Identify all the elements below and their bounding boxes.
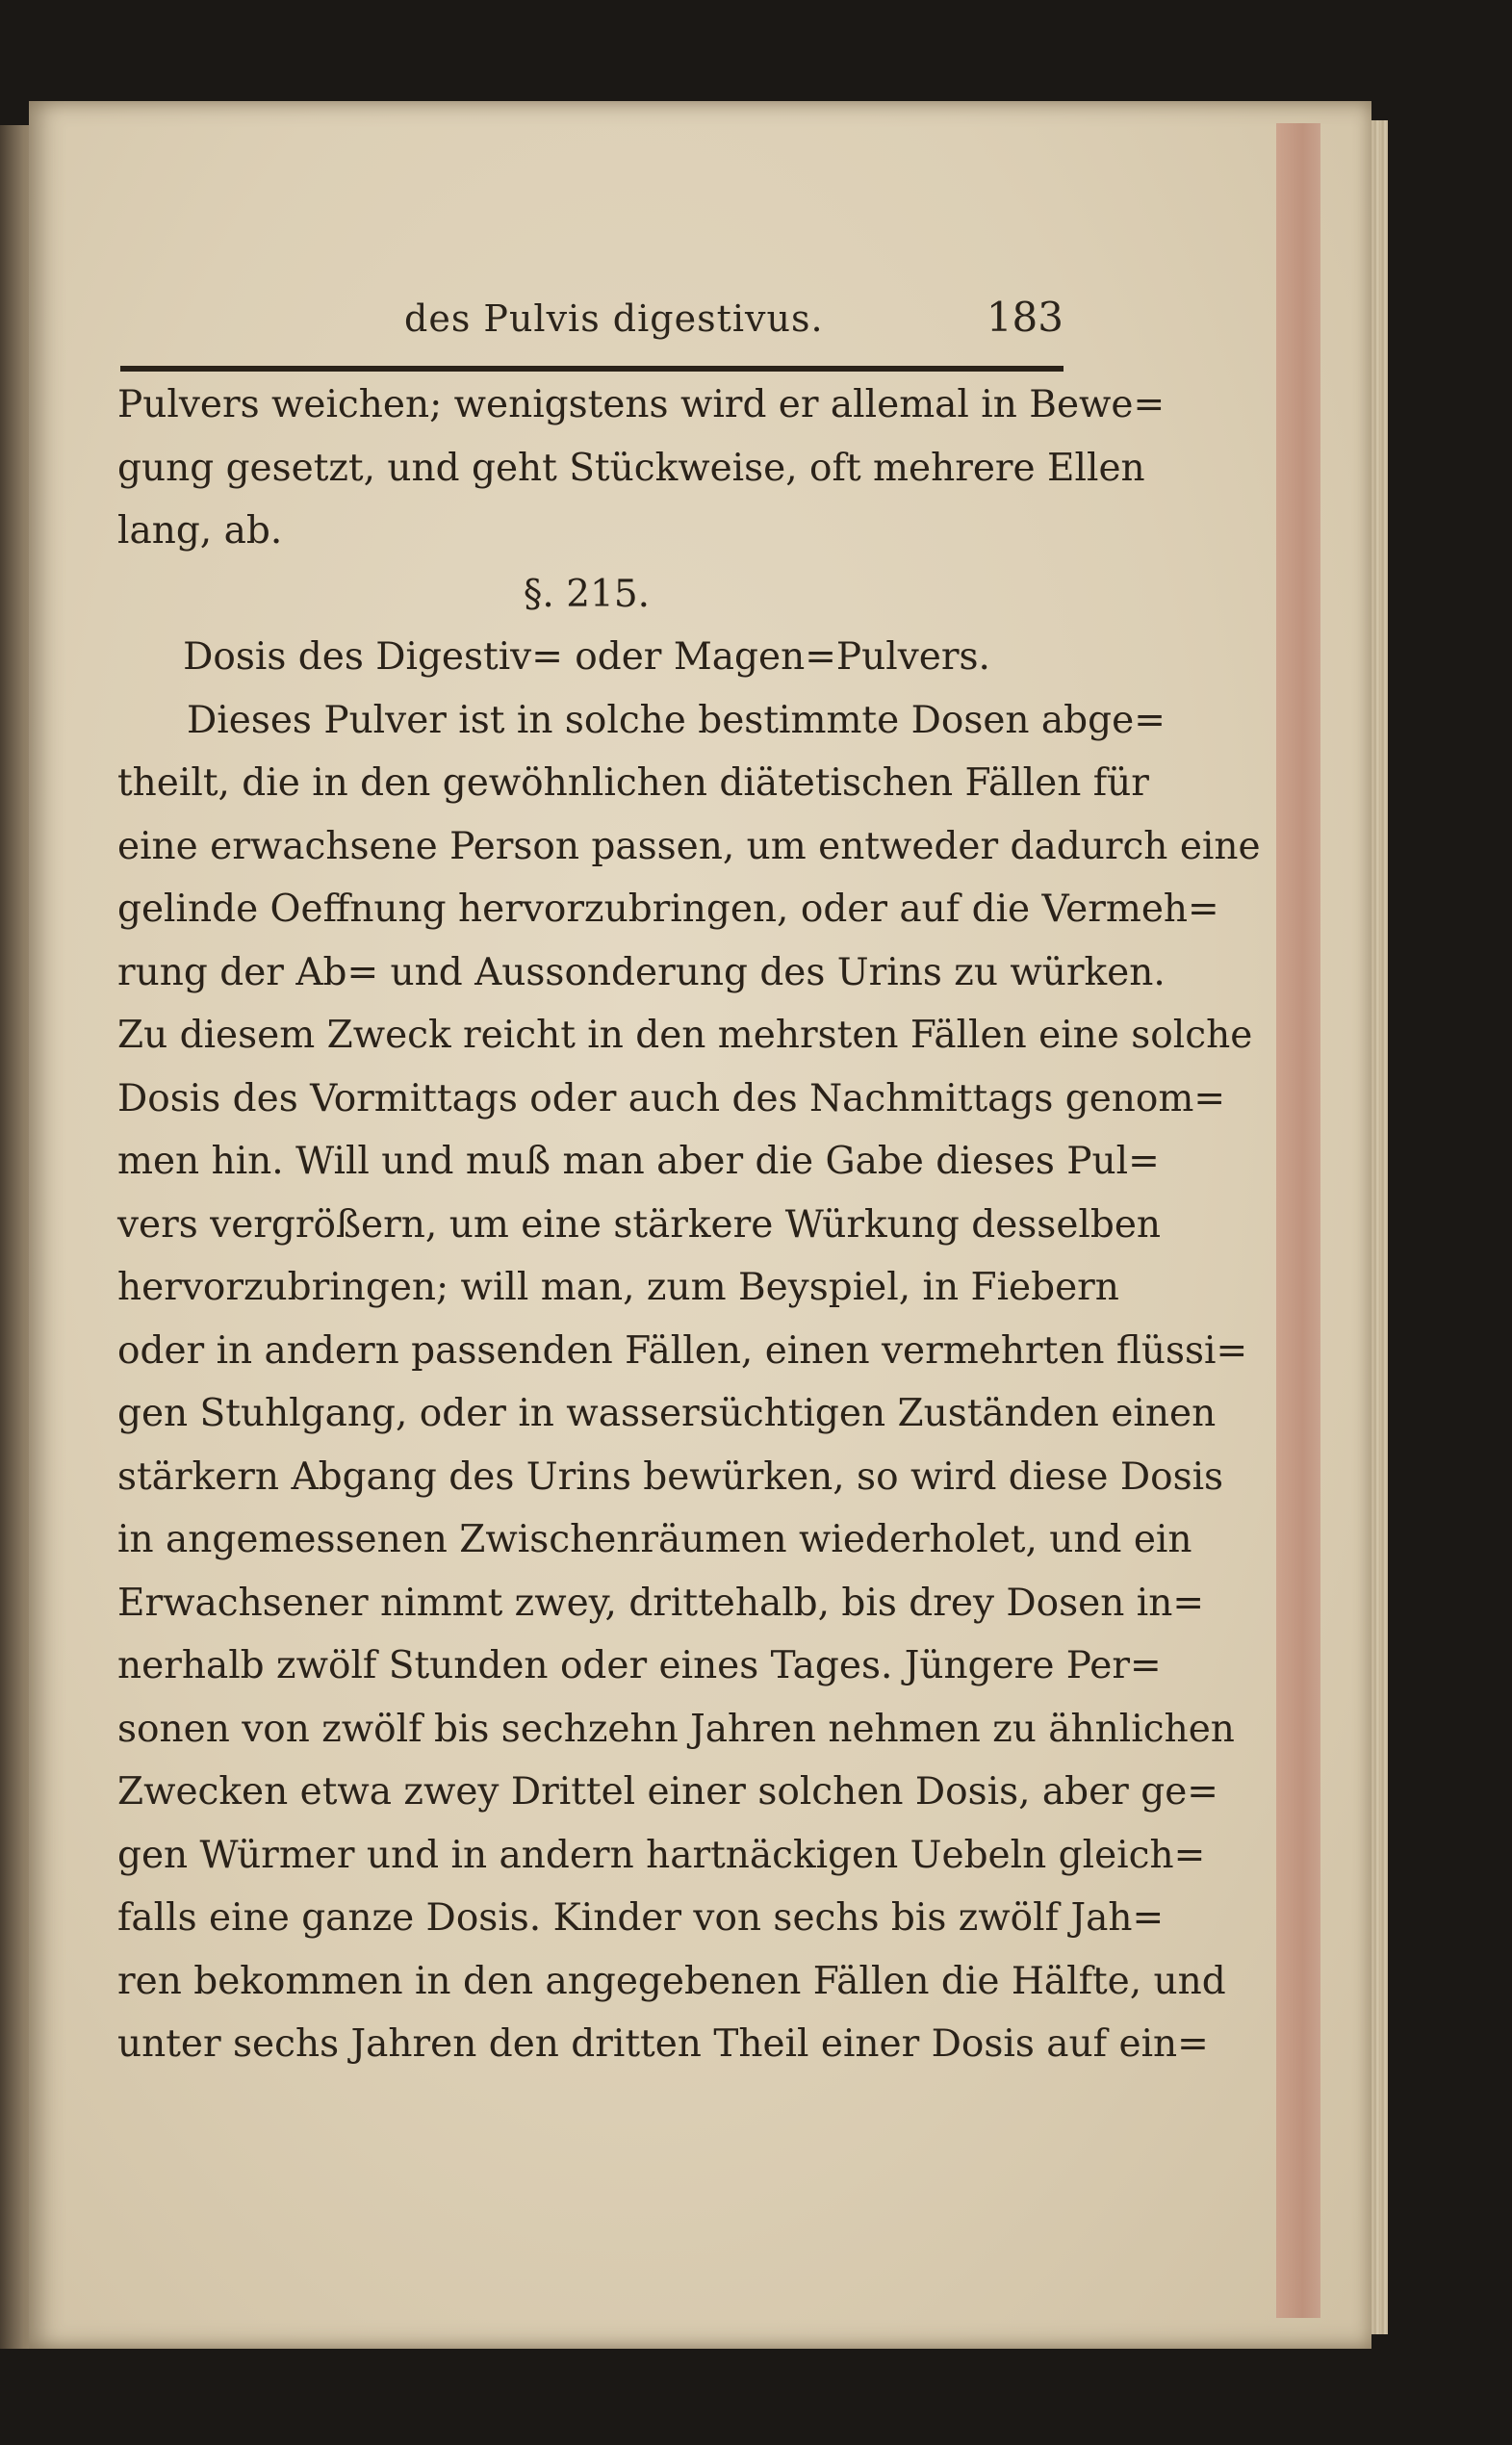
text-line: oder in andern passenden Fällen, einen vermehrten flüssi= bbox=[117, 1328, 1248, 1373]
text-line: Erwachsener nimmt zwey, drittehalb, bis drey Dosen in= bbox=[117, 1581, 1205, 1625]
running-title: des Pulvis digestivus. bbox=[404, 297, 824, 340]
text-line: stärkern Abgang des Urins bewürken, so wird diese Dosis bbox=[117, 1454, 1224, 1499]
text-line: gen Stuhlgang, oder in wassersüchtigen Zuständen einen bbox=[117, 1392, 1217, 1435]
text-line: hervorzubringen; will man, zum Beyspiel, in Fiebern bbox=[117, 1266, 1119, 1309]
text-line: nerhalb zwölf Stunden oder eines Tages. Jüngere Per= bbox=[117, 1644, 1162, 1687]
text-line: sonen von zwölf bis sechzehn Jahren nehmen zu ähnlichen bbox=[117, 1707, 1235, 1751]
text-line: lang, ab. bbox=[117, 509, 283, 553]
text-line: Zwecken etwa zwey Drittel einer solchen Dosis, aber ge= bbox=[117, 1770, 1218, 1814]
text-line: Zu diesem Zweck reicht in den mehrsten Fällen eine solche bbox=[117, 1014, 1253, 1057]
text-line: unter sechs Jahren den dritten Theil einer Dosis auf ein= bbox=[117, 2022, 1209, 2066]
text-line: eine erwachsene Person passen, um entweder dadurch eine bbox=[117, 824, 1261, 868]
running-header bbox=[115, 292, 1064, 359]
colored-page-edge bbox=[1276, 123, 1320, 2318]
text-line: Pulvers weichen; wenigstens wird er allemal in Bewe= bbox=[117, 383, 1166, 426]
text-line: Dieses Pulver ist in solche bestimmte Dosen abge= bbox=[187, 698, 1166, 742]
text-line: Dosis des Vormittags oder auch des Nachmittags genom= bbox=[117, 1076, 1226, 1120]
text-line: gung gesetzt, und geht Stückweise, oft mehrere Ellen bbox=[117, 446, 1145, 490]
text-line: ren bekommen in den angegebenen Fällen die Hälfte, und bbox=[117, 1959, 1226, 2003]
text-line: gelinde Oeffnung hervorzubringen, oder auf die Vermeh= bbox=[117, 888, 1219, 931]
section-title: Dosis des Digestiv= oder Magen=Pulvers. bbox=[183, 635, 990, 679]
text-line: men hin. Will und muß man aber die Gabe dieses Pul= bbox=[117, 1140, 1160, 1183]
section-number: §. 215. bbox=[523, 572, 651, 616]
page-text bbox=[117, 373, 1261, 2076]
page-number: 183 bbox=[986, 294, 1064, 341]
text-line: theilt, die in den gewöhnlichen diätetischen Fällen für bbox=[117, 761, 1149, 805]
text-line: gen Würmer und in andern hartnäckigen Uebeln gleich= bbox=[117, 1833, 1206, 1877]
text-line: in angemessenen Zwischenräumen wiederholet, und ein bbox=[117, 1518, 1192, 1561]
header-rule bbox=[120, 366, 1064, 372]
text-line: rung der Ab= und Aussonderung des Urins zu würken. bbox=[117, 950, 1166, 994]
text-line: vers vergrößern, um eine stärkere Würkung desselben bbox=[117, 1202, 1162, 1247]
text-line: falls eine ganze Dosis. Kinder von sechs bis zwölf Jah= bbox=[117, 1896, 1165, 1940]
